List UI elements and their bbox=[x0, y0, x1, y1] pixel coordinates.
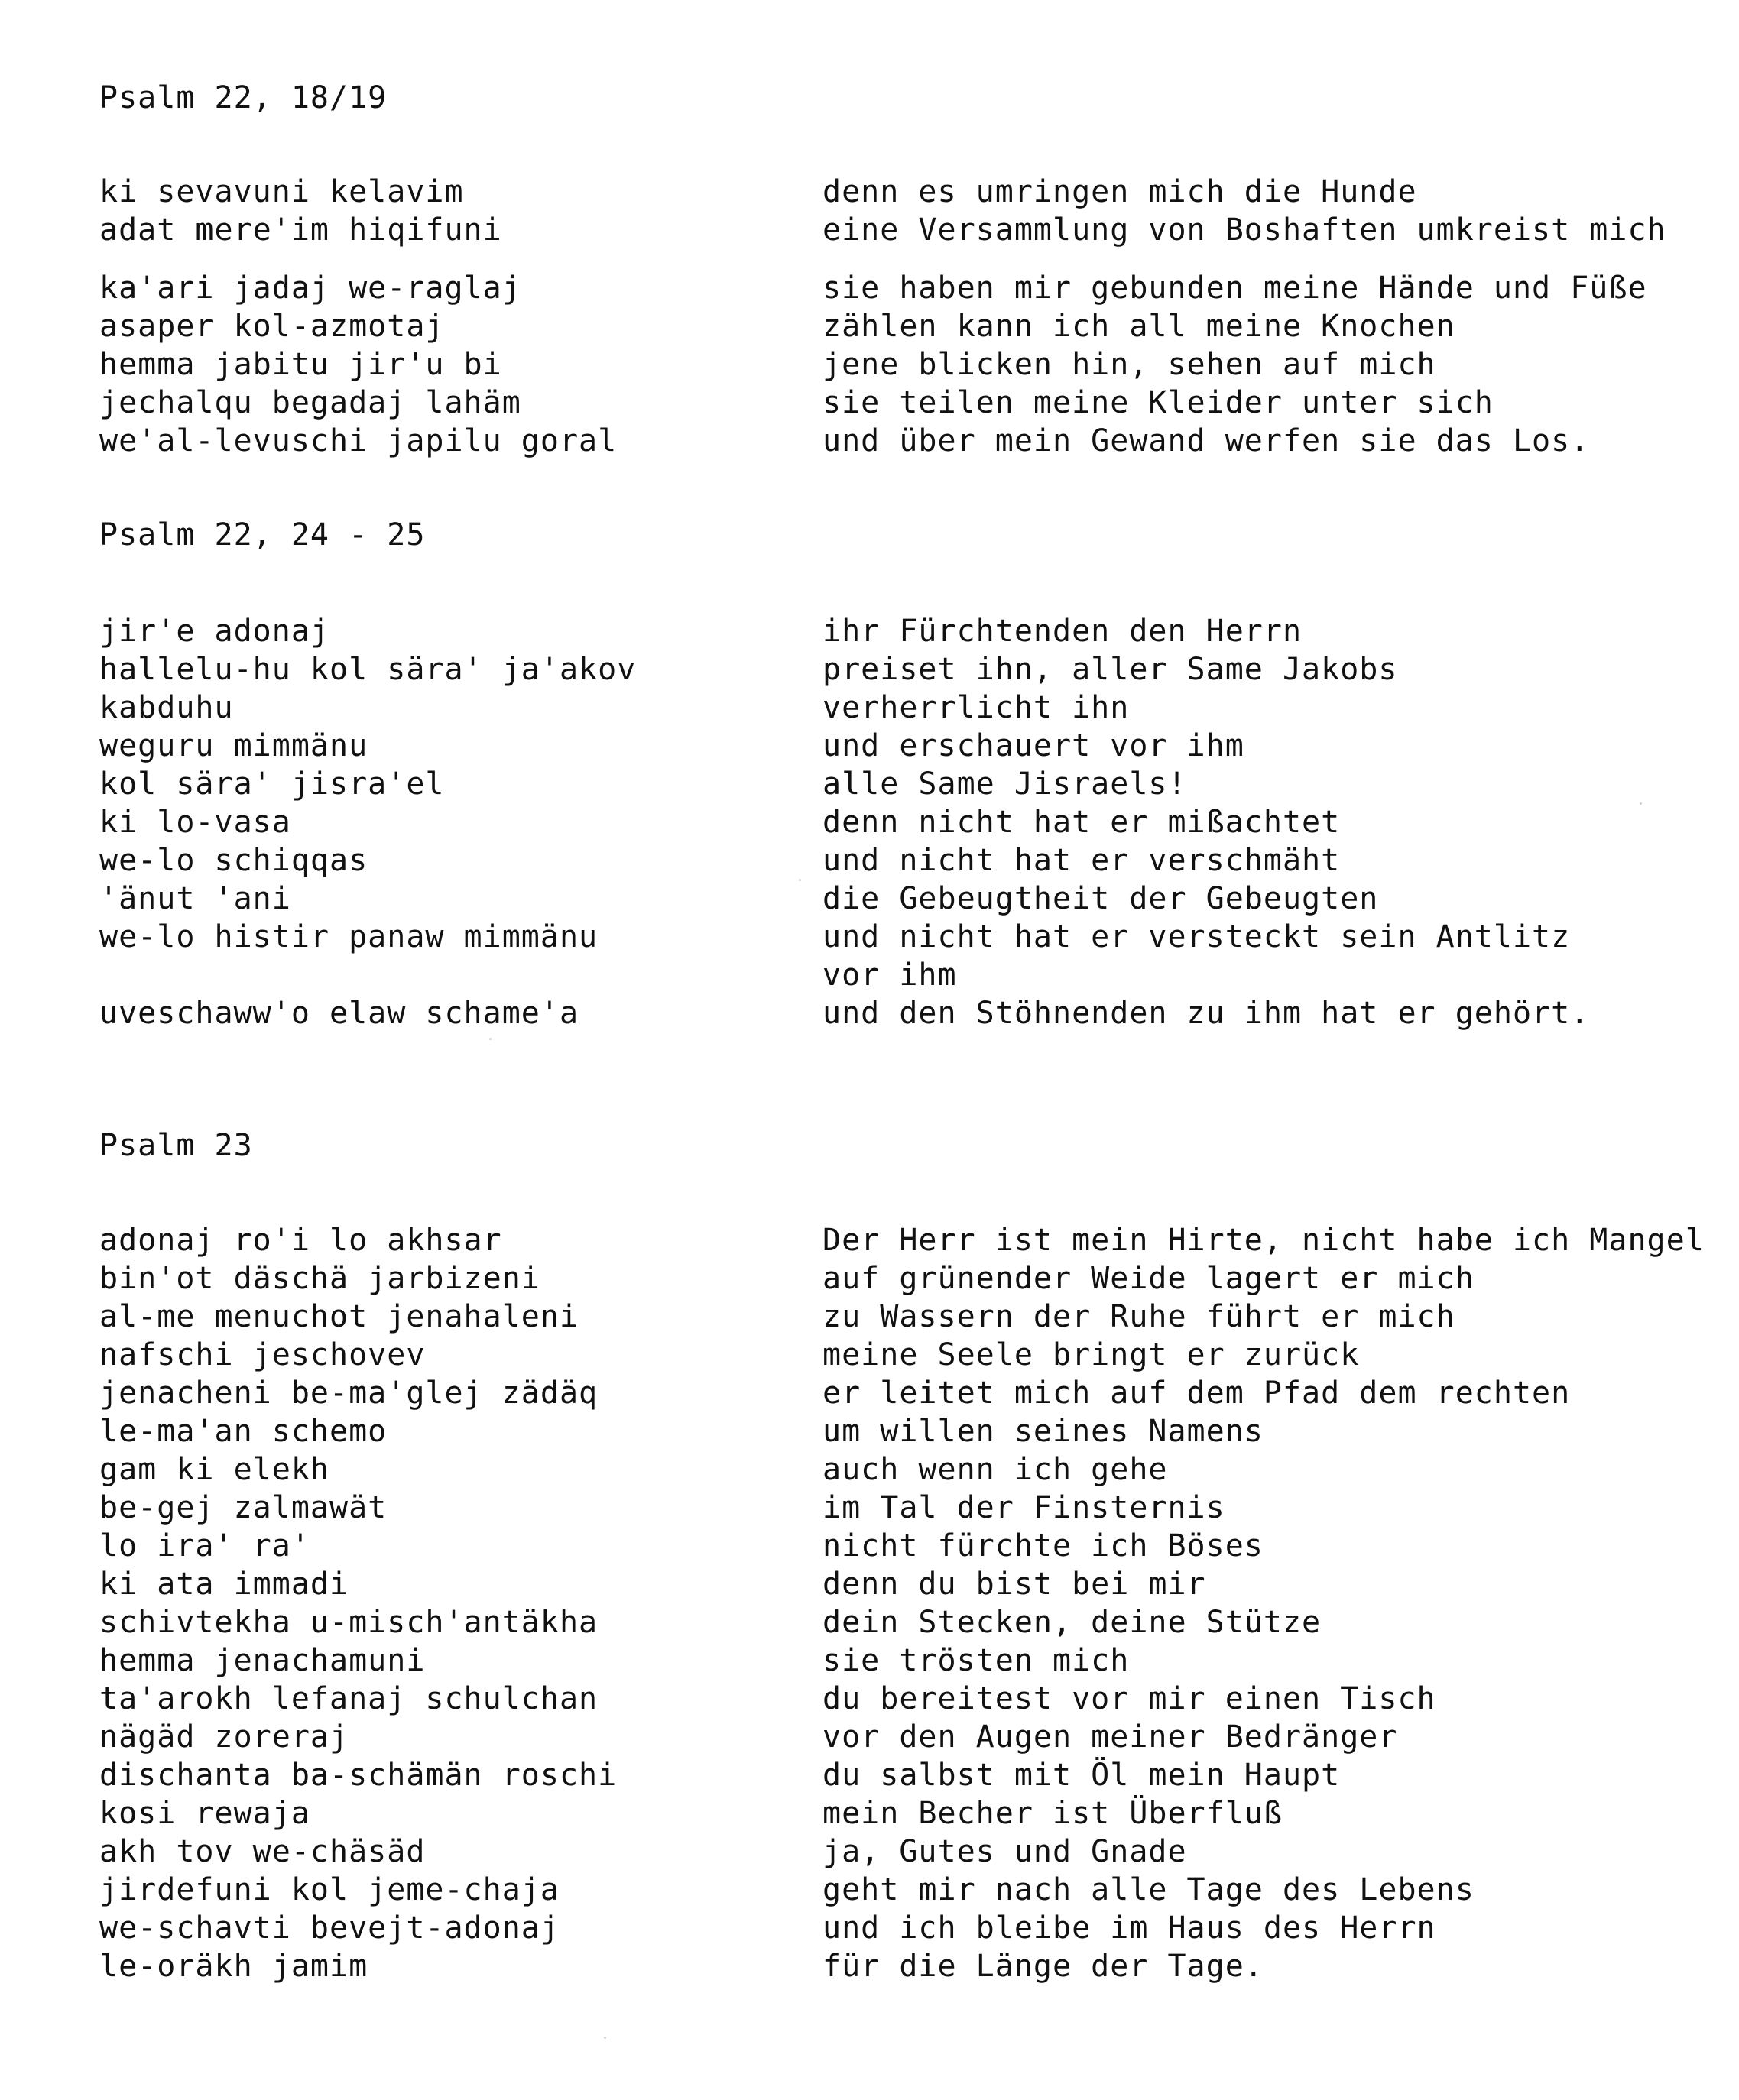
german-translation: er leitet mich auf dem Pfad dem rechten bbox=[822, 1376, 1571, 1411]
german-translation: und über mein Gewand werfen sie das Los. bbox=[822, 423, 1590, 459]
hebrew-transliteration: hemma jabitu jir'u bi bbox=[99, 347, 502, 382]
german-translation: alle Same Jisraels! bbox=[822, 766, 1187, 802]
verse-line bbox=[0, 307, 1739, 345]
verse-line bbox=[0, 1259, 1739, 1298]
hebrew-transliteration: gam ki elekh bbox=[99, 1452, 329, 1487]
german-translation: im Tal der Finsternis bbox=[822, 1490, 1225, 1525]
verse-line bbox=[0, 880, 1739, 918]
verse-line bbox=[0, 1450, 1739, 1489]
verse-line bbox=[0, 841, 1739, 880]
german-translation: und nicht hat er verschmäht bbox=[822, 843, 1341, 878]
german-translation: denn es umringen mich die Hunde bbox=[822, 174, 1417, 209]
verse-line bbox=[0, 1871, 1739, 1909]
hebrew-transliteration: lo ira' ra' bbox=[99, 1528, 310, 1564]
german-translation: meine Seele bringt er zurück bbox=[822, 1337, 1360, 1372]
verse-line bbox=[0, 1336, 1739, 1374]
section-heading: Psalm 22, 24 - 25 bbox=[99, 517, 426, 553]
scan-speck bbox=[1640, 802, 1642, 805]
verse-line bbox=[0, 1718, 1739, 1756]
hebrew-transliteration: le-oräkh jamim bbox=[99, 1949, 368, 1984]
german-translation: für die Länge der Tage. bbox=[822, 1949, 1264, 1984]
verse-line bbox=[0, 1947, 1739, 1985]
german-translation: du salbst mit Öl mein Haupt bbox=[822, 1758, 1341, 1793]
hebrew-transliteration: le-ma'an schemo bbox=[99, 1414, 388, 1449]
hebrew-transliteration: schivtekha u-misch'antäkha bbox=[99, 1605, 599, 1640]
german-translation: Der Herr ist mein Hirte, nicht habe ich Mangel bbox=[822, 1223, 1705, 1258]
verse-line bbox=[0, 727, 1739, 765]
verse-block bbox=[0, 1221, 1739, 1985]
german-translation: und den Stöhnenden zu ihm hat er gehört. bbox=[822, 996, 1590, 1031]
hebrew-transliteration: akh tov we-chäsäd bbox=[99, 1834, 426, 1869]
german-translation: ihr Fürchtenden den Herrn bbox=[822, 614, 1303, 649]
scan-speck bbox=[489, 1038, 492, 1040]
verse-line bbox=[0, 612, 1739, 650]
hebrew-transliteration: we'al-levuschi japilu goral bbox=[99, 423, 618, 459]
hebrew-transliteration: jir'e adonaj bbox=[99, 614, 329, 649]
section-heading: Psalm 22, 18/19 bbox=[99, 80, 388, 115]
german-translation: mein Becher ist Überfluß bbox=[822, 1796, 1283, 1831]
german-translation: preiset ihn, aller Same Jakobs bbox=[822, 652, 1398, 687]
verse-line bbox=[0, 1565, 1739, 1603]
hebrew-transliteration: kol sära' jisra'el bbox=[99, 766, 445, 802]
verse-block bbox=[0, 173, 1739, 249]
german-translation: sie trösten mich bbox=[822, 1643, 1130, 1678]
verse-line bbox=[0, 173, 1739, 211]
hebrew-transliteration: ki ata immadi bbox=[99, 1567, 349, 1602]
german-translation: dein Stecken, deine Stütze bbox=[822, 1605, 1322, 1640]
verse-line bbox=[0, 1489, 1739, 1527]
hebrew-transliteration: ka'ari jadaj we-raglaj bbox=[99, 271, 521, 306]
verse-line bbox=[0, 689, 1739, 727]
german-translation: und ich bleibe im Haus des Herrn bbox=[822, 1910, 1436, 1946]
verse-line bbox=[0, 1909, 1739, 1947]
german-translation: ja, Gutes und Gnade bbox=[822, 1834, 1187, 1869]
verse-line bbox=[0, 1833, 1739, 1871]
german-translation: geht mir nach alle Tage des Lebens bbox=[822, 1872, 1475, 1907]
hebrew-transliteration: adat mere'im hiqifuni bbox=[99, 212, 502, 248]
hebrew-transliteration: kosi rewaja bbox=[99, 1796, 310, 1831]
verse-line bbox=[0, 345, 1739, 384]
german-translation: um willen seines Namens bbox=[822, 1414, 1264, 1449]
hebrew-transliteration: ki lo-vasa bbox=[99, 805, 291, 840]
hebrew-transliteration: ki sevavuni kelavim bbox=[99, 174, 464, 209]
hebrew-transliteration: nägäd zoreraj bbox=[99, 1719, 349, 1755]
verse-block bbox=[0, 269, 1739, 460]
hebrew-transliteration: jirdefuni kol jeme-chaja bbox=[99, 1872, 560, 1907]
verse-line bbox=[0, 269, 1739, 307]
scan-speck bbox=[604, 2037, 606, 2039]
german-translation: sie teilen meine Kleider unter sich bbox=[822, 385, 1494, 420]
german-translation: auf grünender Weide lagert er mich bbox=[822, 1261, 1475, 1296]
german-translation: sie haben mir gebunden meine Hände und Füße bbox=[822, 271, 1647, 306]
hebrew-transliteration: weguru mimmänu bbox=[99, 728, 368, 763]
verse-line bbox=[0, 918, 1739, 956]
german-translation: jene blicken hin, sehen auf mich bbox=[822, 347, 1436, 382]
scan-speck bbox=[799, 879, 801, 881]
hebrew-transliteration: be-gej zalmawät bbox=[99, 1490, 388, 1525]
german-translation: die Gebeugtheit der Gebeugten bbox=[822, 881, 1379, 916]
german-translation: auch wenn ich gehe bbox=[822, 1452, 1168, 1487]
verse-line bbox=[0, 1680, 1739, 1718]
hebrew-transliteration: uveschaww'o elaw schame'a bbox=[99, 996, 579, 1031]
verse-line bbox=[0, 1221, 1739, 1259]
verse-line bbox=[0, 422, 1739, 460]
verse-line bbox=[0, 1603, 1739, 1641]
verse-line bbox=[0, 994, 1739, 1032]
section-heading: Psalm 23 bbox=[99, 1128, 253, 1163]
german-translation: und nicht hat er versteckt sein Antlitz bbox=[822, 919, 1571, 954]
hebrew-transliteration: nafschi jeschovev bbox=[99, 1337, 426, 1372]
verse-line bbox=[0, 1374, 1739, 1412]
hebrew-transliteration: jechalqu begadaj lahäm bbox=[99, 385, 521, 420]
verse-line bbox=[0, 384, 1739, 422]
hebrew-transliteration: hemma jenachamuni bbox=[99, 1643, 426, 1678]
verse-line bbox=[0, 956, 1739, 994]
verse-line bbox=[0, 765, 1739, 803]
verse-line bbox=[0, 1641, 1739, 1680]
hebrew-transliteration: we-schavti bevejt-adonaj bbox=[99, 1910, 560, 1946]
german-translation: zu Wassern der Ruhe führt er mich bbox=[822, 1299, 1455, 1334]
verse-line bbox=[0, 1794, 1739, 1833]
hebrew-transliteration: ta'arokh lefanaj schulchan bbox=[99, 1681, 599, 1716]
german-translation: du bereitest vor mir einen Tisch bbox=[822, 1681, 1436, 1716]
hebrew-transliteration: 'änut 'ani bbox=[99, 881, 291, 916]
verse-block bbox=[0, 994, 1739, 1032]
hebrew-transliteration: hallelu-hu kol sära' ja'akov bbox=[99, 652, 637, 687]
german-translation: nicht fürchte ich Böses bbox=[822, 1528, 1264, 1564]
hebrew-transliteration: kabduhu bbox=[99, 690, 234, 725]
german-translation: zählen kann ich all meine Knochen bbox=[822, 309, 1455, 344]
german-translation: verherrlicht ihn bbox=[822, 690, 1130, 725]
german-translation: vor den Augen meiner Bedränger bbox=[822, 1719, 1398, 1755]
verse-line bbox=[0, 650, 1739, 689]
german-translation: und erschauert vor ihm bbox=[822, 728, 1244, 763]
hebrew-transliteration: al-me menuchot jenahaleni bbox=[99, 1299, 579, 1334]
german-translation: vor ihm bbox=[822, 958, 957, 993]
hebrew-transliteration: dischanta ba-schämän roschi bbox=[99, 1758, 618, 1793]
german-translation: denn du bist bei mir bbox=[822, 1567, 1206, 1602]
verse-line bbox=[0, 1756, 1739, 1794]
hebrew-transliteration: jenacheni be-ma'glej zädäq bbox=[99, 1376, 599, 1411]
hebrew-transliteration: adonaj ro'i lo akhsar bbox=[99, 1223, 502, 1258]
verse-line bbox=[0, 211, 1739, 249]
hebrew-transliteration: bin'ot däschä jarbizeni bbox=[99, 1261, 540, 1296]
verse-block bbox=[0, 612, 1739, 994]
german-translation: eine Versammlung von Boshaften umkreist mich bbox=[822, 212, 1666, 248]
verse-line bbox=[0, 1527, 1739, 1565]
verse-line bbox=[0, 1298, 1739, 1336]
hebrew-transliteration: we-lo schiqqas bbox=[99, 843, 368, 878]
hebrew-transliteration: asaper kol-azmotaj bbox=[99, 309, 445, 344]
verse-line bbox=[0, 1412, 1739, 1450]
verse-line bbox=[0, 803, 1739, 841]
hebrew-transliteration: we-lo histir panaw mimmänu bbox=[99, 919, 599, 954]
german-translation: denn nicht hat er mißachtet bbox=[822, 805, 1341, 840]
